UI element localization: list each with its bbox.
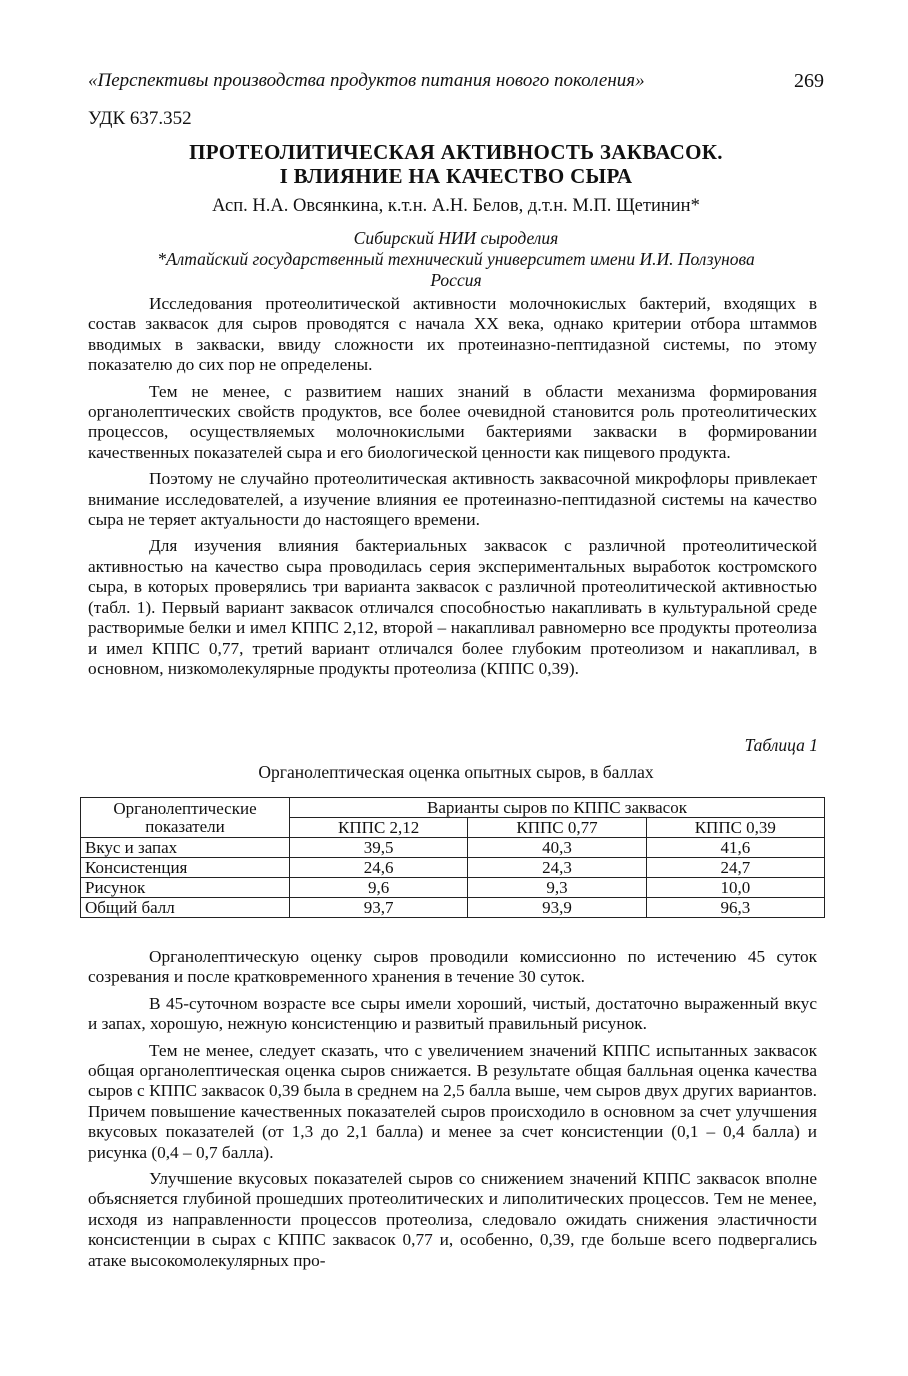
table-cell: 39,5 xyxy=(290,838,468,858)
affiliation-1: Сибирский НИИ сыроделия xyxy=(353,228,559,248)
body-text-before-table xyxy=(88,294,817,685)
row-label: Рисунок xyxy=(81,878,290,898)
paragraph: Поэтому не случайно протеолитическая активность заквасочной микрофлоры привлекает внимание исследователей, а изучение влияния ее протеиназно-пептидазной системы на качество сыра не теряет актуальности до настоящего времени. xyxy=(88,469,817,530)
title-line-1: ПРОТЕОЛИТИЧЕСКАЯ АКТИВНОСТЬ ЗАКВАСОК. xyxy=(189,140,723,164)
row-header-cell: Органолептические показатели xyxy=(81,798,290,838)
title-line-2: I ВЛИЯНИЕ НА КАЧЕСТВО СЫРА xyxy=(279,164,633,188)
running-header xyxy=(88,70,824,92)
column-header: КППС 0,39 xyxy=(646,818,824,838)
row-label: Консистенция xyxy=(81,858,290,878)
column-header: КППС 0,77 xyxy=(468,818,646,838)
table-cell: 24,6 xyxy=(290,858,468,878)
udk-code: УДК 637.352 xyxy=(88,108,192,129)
table-cell: 10,0 xyxy=(646,878,824,898)
affiliation-2: *Алтайский государственный технический университет имени И.И. Ползунова xyxy=(157,249,755,269)
page-number: 269 xyxy=(794,70,824,92)
article-title xyxy=(88,140,824,188)
country: Россия xyxy=(430,270,482,290)
paragraph: Органолептическую оценку сыров проводили комиссионно по истечению 45 суток созревания и после кратковременного хранения в течение 30 суток. xyxy=(88,947,817,987)
group-header-cell: Варианты сыров по КППС заквасок xyxy=(290,798,825,818)
table-row xyxy=(81,858,825,878)
paragraph: Для изучения влияния бактериальных заквасок с различной протеолитической активностью на качество сыра проводилась серия экспериментальных выработок костромского сыра, в которых проверялись три варианта заквасок с различной протеолитической активностью (табл. 1). Первый вариант заквасок отличался способностью накапливать в культуральной среде растворимые белки и имел КППС 2,12, второй – накапливал равномерно все продукты протеолиза и имел КППС 0,77, третий вариант отличался более глубоким протеолизом и накапливал, в основном, низкомолекулярные продукты протеолиза (КППС 0,39). xyxy=(88,536,817,678)
table-cell: 9,6 xyxy=(290,878,468,898)
column-header: КППС 2,12 xyxy=(290,818,468,838)
row-label: Общий балл xyxy=(81,898,290,918)
body-text-after-table xyxy=(88,947,817,1277)
table-row xyxy=(81,838,825,858)
paragraph: Исследования протеолитической активности молочнокислых бактерий, входящих в состав заквасок для сыров проводятся с начала XX века, однако критерии отбора штаммов вводимых в закваски, ввиду сложности их протеиназно-пептидазной системы, по этому показателю до сих пор не определены. xyxy=(88,294,817,375)
table-cell: 24,7 xyxy=(646,858,824,878)
table-cell: 40,3 xyxy=(468,838,646,858)
table-cell: 93,9 xyxy=(468,898,646,918)
paragraph: В 45-суточном возрасте все сыры имели хороший, чистый, достаточно выраженный вкус и запах, хорошую, нежную консистенцию и развитый правильный рисунок. xyxy=(88,993,817,1034)
journal-title: «Перспективы производства продуктов питания нового поколения» xyxy=(88,70,645,91)
affiliations xyxy=(88,228,824,291)
table-cell: 96,3 xyxy=(646,898,824,918)
table-cell: 41,6 xyxy=(646,838,824,858)
table-cell: 93,7 xyxy=(290,898,468,918)
paragraph: Тем не менее, с развитием наших знаний в области механизма формирования органолептических свойств продуктов, все более очевидной становится роль протеолитических процессов, осуществляемых молочнокислыми бактериями закваски в формировании качественных показателей сыра и его биологической ценности как пищевого продукта. xyxy=(88,381,817,462)
table-row xyxy=(81,878,825,898)
row-label: Вкус и запах xyxy=(81,838,290,858)
paragraph: Тем не менее, следует сказать, что с увеличением значений КППС испытанных заквасок общая органолептическая оценка сыров снижается. В результате общая балльная оценка качества сыров с КППС заквасок 0,39 была в среднем на 2,5 балла выше, чем сыров двух других вариантов. Причем повышение качественных показателей сыров происходило в основном за счет улучшения вкусовых показателей (от 1,3 до 2,1 балла) и менее за счет консистенции (0,1 – 0,4 балла) и рисунка (0,4 – 0,7 балла). xyxy=(88,1040,817,1162)
organoleptic-table xyxy=(80,797,825,918)
table-row xyxy=(81,898,825,918)
table-header-row xyxy=(81,798,825,818)
table-cell: 24,3 xyxy=(468,858,646,878)
table-label: Таблица 1 xyxy=(744,735,818,755)
table-cell: 9,3 xyxy=(468,878,646,898)
paragraph: Улучшение вкусовых показателей сыров со снижением значений КППС заквасок вполне объясняется глубиной прошедших протеолитических и липолитических процессов. Тем не менее, исходя из направленности процессов протеолиза, следовало ожидать снижения эластичности консистенции в сырах с КППС заквасок 0,77 и, особенно, 0,39, где больше всего подвергались атаке высокомолекулярных про- xyxy=(88,1169,817,1270)
authors: Асп. Н.А. Овсянкина, к.т.н. А.Н. Белов, д.т.н. М.П. Щетинин* xyxy=(212,196,700,216)
table-title: Органолептическая оценка опытных сыров, в баллах xyxy=(258,762,654,782)
